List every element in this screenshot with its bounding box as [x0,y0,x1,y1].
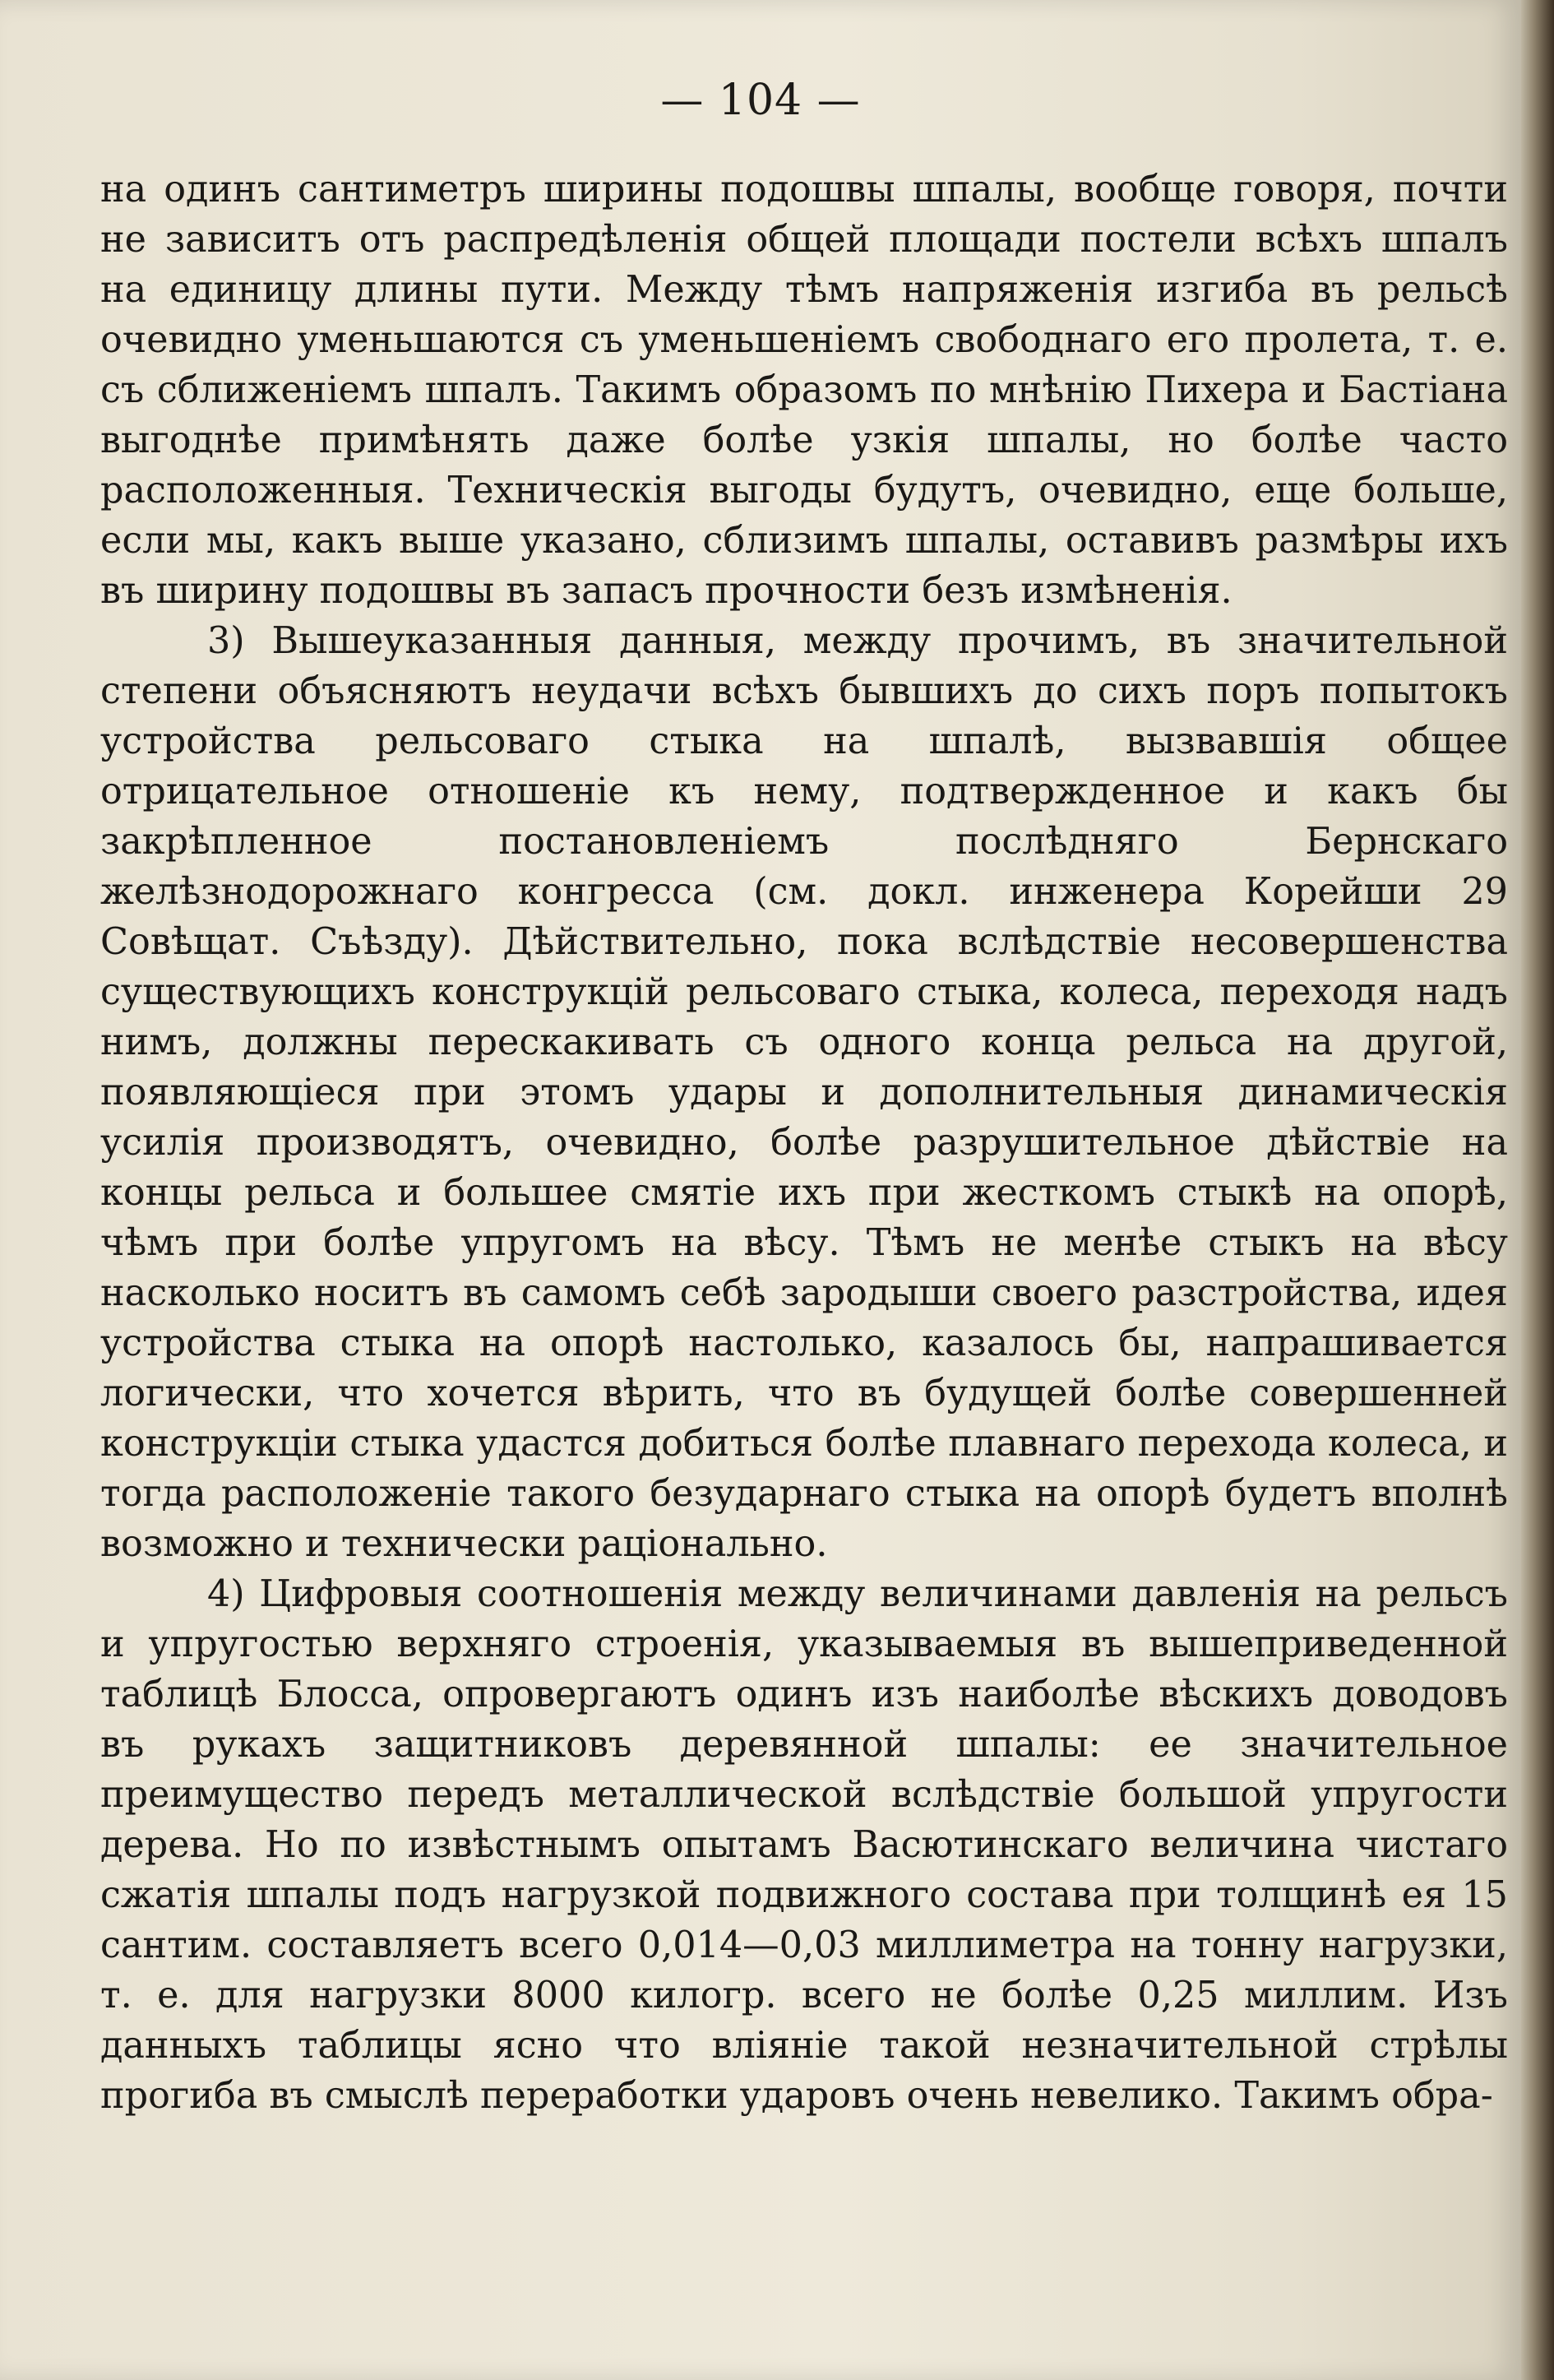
paragraph-4: 4) Цифровыя соотношенія между величинами давленія на рельсъ и упругостью верхняго строенія, указываемыя въ вышеприведенной таблицѣ Блосса, опровергаютъ одинъ изъ наиболѣе вѣскихъ доводовъ въ рукахъ защитниковъ деревянной шпалы: ее значительное преимущество передъ металлической вслѣдствіе большой упругости дерева. Но по извѣстнымъ опытамъ Васютинскаго величина чистаго сжатія шпалы подъ нагрузкой подвижного состава при толщинѣ ея 15 сантим. составляетъ всего 0,014—0,03 миллиметра на тонну нагрузки, т. е. для нагрузки 8000 килогр. всего не болѣе 0,25 миллим. Изъ данныхъ таблицы ясно что вліяніе такой незначительной стрѣлы прогиба въ смыслѣ переработки ударовъ очень невелико. Такимъ обра- [100,1573,1508,2117]
paragraph-continuation: на одинъ сантиметръ ширины подошвы шпалы, вообще говоря, почти не зависитъ отъ распредѣленія общей площади постели всѣхъ шпалъ на единицу длины пути. Между тѣмъ напряженія изгиба въ рельсѣ очевидно уменьшаются съ уменьшеніемъ свободнаго его пролета, т. е. съ сближеніемъ шпалъ. Такимъ образомъ по мнѣнію Пихера и Бастіана выгоднѣе примѣнять даже болѣе узкія шпалы, но болѣе часто расположенныя. Техническія выгоды будутъ, очевидно, еще больше, если мы, какъ выше указано, сблизимъ шпалы, оставивъ размѣры ихъ въ ширину подошвы въ запасъ прочности безъ измѣненія. [100,169,1508,612]
page-number: — 104 — [660,76,861,125]
paragraph-3: 3) Вышеуказанныя данныя, между прочимъ, въ значительной степени объясняютъ неудачи всѣхъ бывшихъ до сихъ поръ попытокъ устройства рельсоваго стыка на шпалѣ, вызвавшія общее отрицательное отношеніе къ нему, подтвержденное и какъ бы закрѣпленное постановленіемъ послѣдняго Бернскаго желѣзнодорожнаго конгресса (см. докл. инженера Корейши 29 Совѣщат. Съѣзду). Дѣйствительно, пока вслѣдствіе несовершенства существующихъ конструкцій рельсоваго стыка, колеса, переходя надъ нимъ, должны перескакивать съ одного конца рельса на другой, появляющіеся при этомъ удары и дополнительныя динамическія усилія производятъ, очевидно, болѣе разрушительное дѣйствіе на концы рельса и большее смятіе ихъ при жесткомъ стыкѣ на опорѣ, чѣмъ при болѣе упругомъ на вѣсу. Тѣмъ не менѣе стыкъ на вѣсу насколько носитъ въ самомъ себѣ зародыши своего разстройства, идея устройства стыка на опорѣ настолько, казалось бы, напрашивается логически, что хочется вѣрить, что въ будущей болѣе совершенней конструкціи стыка удастся добиться болѣе плавнаго перехода колеса, и тогда расположеніе такого безударнаго стыка на опорѣ будетъ вполнѣ возможно и технически раціонально. [100,620,1508,1565]
page-text [100,164,1508,2121]
page-edge-shadow [1521,0,1554,2380]
